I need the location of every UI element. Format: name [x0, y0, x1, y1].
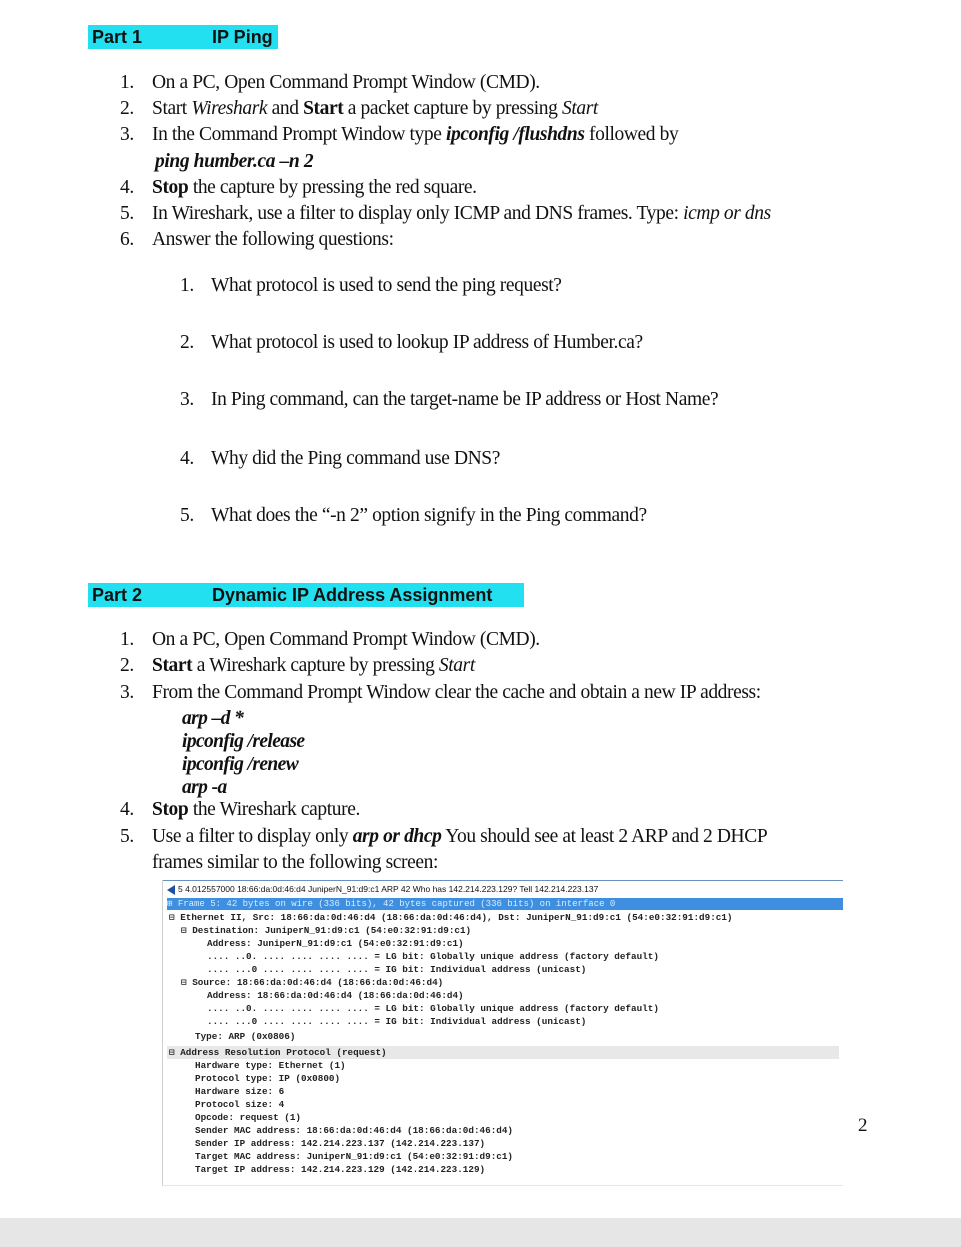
command-ipconfig-renew: ipconfig /renew: [182, 754, 299, 775]
part2-step-5: 5. Use a filter to display only arp or dhcp You should see at least 2 ARP and 2 DHCP: [120, 826, 768, 847]
question-1: 1. What protocol is used to send the ping request?: [180, 275, 562, 296]
detail-src-address: Address: 18:66:da:0d:46:d4 (18:66:da:0d:46:d4): [207, 990, 464, 1001]
part2-label: Part 2: [92, 585, 143, 605]
part2-step-5-continuation: frames similar to the following screen:: [152, 852, 439, 873]
part1-label: Part 1: [92, 27, 143, 47]
part1-step-3: 3. In the Command Prompt Window type ipconfig /flushdns followed by: [120, 124, 679, 145]
part1-heading: [88, 25, 278, 49]
question-2: 2. What protocol is used to lookup IP address of Humber.ca?: [180, 332, 643, 353]
question-3: 3. In Ping command, can the target-name be IP address or Host Name?: [180, 389, 719, 410]
detail-dst-lg-bit: .... ..0. .... .... .... .... = LG bit: Globally unique address (factory default): [207, 951, 659, 962]
detail-target-ip: Target IP address: 142.214.223.129 (142.214.223.129): [195, 1164, 486, 1175]
part2-step-1: 1. On a PC, Open Command Prompt Window (CMD).: [120, 629, 540, 650]
part1-step-5: 5. In Wireshark, use a filter to display only ICMP and DNS frames. Type: icmp or dns: [120, 203, 771, 224]
part1-step-2: 2. Start Wireshark and Start a packet capture by pressing Start: [120, 98, 598, 119]
question-4: 4. Why did the Ping command use DNS?: [180, 448, 501, 469]
detail-dst-address: Address: JuniperN_91:d9:c1 (54:e0:32:91:d9:c1): [207, 938, 464, 949]
packet-list-row: 5 4.012557000 18:66:da:0d:46:d4 JuniperN_91:d9:c1 ARP 42 Who has 142.214.223.129? Tell 142.214.223.137: [163, 880, 843, 898]
detail-dst-ig-bit: .... ...0 .... .... .... .... = IG bit: Individual address (unicast): [207, 964, 587, 975]
detail-ethernet: ⊟ Ethernet II, Src: 18:66:da:0d:46:d4 (18:66:da:0d:46:d4), Dst: JuniperN_91:d9:c1 (54:e0:32:91:d9:c1): [169, 912, 733, 923]
detail-src-ig-bit: .... ...0 .... .... .... .... = IG bit: Individual address (unicast): [207, 1016, 587, 1027]
part1-step-6: 6. Answer the following questions:: [120, 229, 394, 250]
command-arp-d: arp –d *: [182, 708, 244, 729]
detail-sender-ip: Sender IP address: 142.214.223.137 (142.214.223.137): [195, 1138, 486, 1149]
page-number: 2: [858, 1115, 868, 1136]
detail-destination: ⊟ Destination: JuniperN_91:d9:c1 (54:e0:32:91:d9:c1): [181, 925, 472, 936]
part1-step-4: 4. Stop the capture by pressing the red square.: [120, 177, 477, 198]
command-arp-a: arp -a: [182, 777, 227, 798]
part1-step-1: 1. On a PC, Open Command Prompt Window (CMD).: [120, 72, 540, 93]
detail-src-lg-bit: .... ..0. .... .... .... .... = LG bit: Globally unique address (factory default): [207, 1003, 659, 1014]
part2-heading: [88, 583, 524, 607]
detail-protocol-size: Protocol size: 4: [195, 1099, 285, 1110]
frame-summary-row: ⊞ Frame 5: 42 bytes on wire (336 bits), 42 bytes captured (336 bits) on interface 0: [167, 898, 843, 910]
part1-title: IP Ping: [212, 27, 273, 47]
part2-step-2: 2. Start a Wireshark capture by pressing Start: [120, 655, 475, 676]
detail-hardware-size: Hardware size: 6: [195, 1086, 285, 1097]
part1-step-3-command: ping humber.ca –n 2: [155, 151, 314, 172]
question-5: 5. What does the “-n 2” option signify in the Ping command?: [180, 505, 647, 526]
detail-sender-mac: Sender MAC address: 18:66:da:0d:46:d4 (18:66:da:0d:46:d4): [195, 1125, 514, 1136]
part2-title: Dynamic IP Address Assignment: [212, 585, 493, 605]
detail-type: Type: ARP (0x0806): [195, 1031, 296, 1042]
wireshark-screenshot: [162, 880, 843, 1186]
command-ipconfig-release: ipconfig /release: [182, 731, 305, 752]
footer-bar: [0, 1218, 961, 1247]
detail-protocol-type: Protocol type: IP (0x0800): [195, 1073, 341, 1084]
detail-source: ⊟ Source: 18:66:da:0d:46:d4 (18:66:da:0d:46:d4): [181, 977, 444, 988]
part2-step-4: 4. Stop the Wireshark capture.: [120, 799, 360, 820]
part2-step-3: 3. From the Command Prompt Window clear the cache and obtain a new IP address:: [120, 682, 761, 703]
detail-hardware-type: Hardware type: Ethernet (1): [195, 1060, 346, 1071]
detail-opcode: Opcode: request (1): [195, 1112, 302, 1123]
marker-arrow-icon: [167, 885, 175, 895]
detail-target-mac: Target MAC address: JuniperN_91:d9:c1 (54:e0:32:91:d9:c1): [195, 1151, 514, 1162]
detail-arp: ⊟ Address Resolution Protocol (request): [169, 1047, 387, 1058]
